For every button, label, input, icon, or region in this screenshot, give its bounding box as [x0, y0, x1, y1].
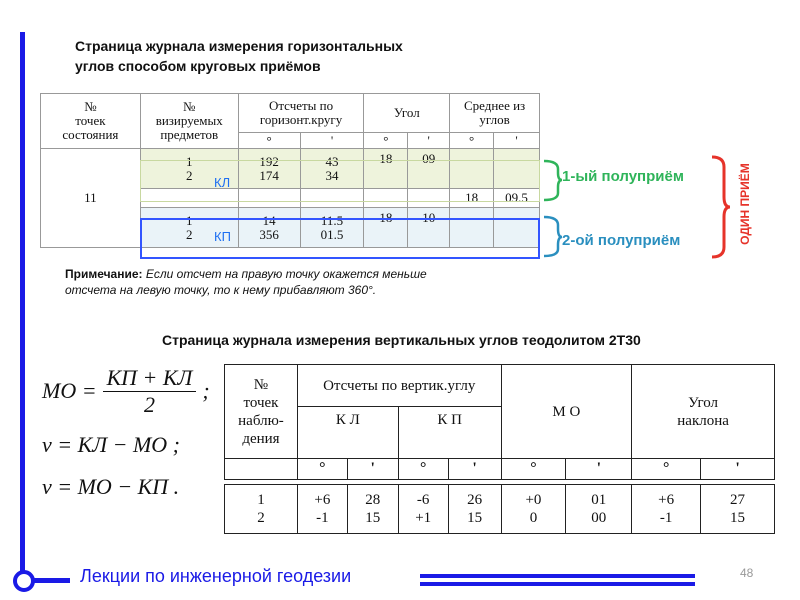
half-set-1-label: 1-ый полуприём: [562, 168, 684, 185]
kl-min: 43 34: [300, 149, 364, 189]
vertical-journal-title: Страница журнала измерения вертикальных углов теодолитом 2Т30: [162, 332, 641, 348]
title-line-1: Страница журнала измерения горизонтальных: [75, 38, 403, 54]
station-cell: 11: [41, 149, 141, 248]
unit-min: ': [701, 459, 775, 480]
mean-min: 09.5: [494, 189, 540, 208]
kp-min-cell: 26 15: [448, 485, 501, 534]
unit-min: ': [300, 133, 364, 149]
unit-min: ': [494, 133, 540, 149]
unit-deg: °: [450, 133, 494, 149]
header-readings: Отсчеты по горизонт.кругу: [238, 94, 364, 133]
angle-min-cell: 27 15: [701, 485, 775, 534]
vertical-angles-table: [224, 364, 775, 534]
kl-deg: 192 174: [238, 149, 300, 189]
footer-circle-icon: [13, 570, 35, 592]
header-vertical-readings: Отсчеты по вертик.углу: [297, 365, 501, 407]
half2-brace-icon: [544, 217, 562, 256]
kl-min-cell: 28 15: [347, 485, 398, 534]
kl-angle-deg: 18: [364, 149, 408, 189]
formulas: [42, 362, 210, 500]
header-angle: Угол: [364, 94, 450, 133]
kp-deg-cell: -6 +1: [398, 485, 448, 534]
unit-min: ': [347, 459, 398, 480]
kp-min: 11.5 01.5: [300, 208, 364, 248]
header-mean: Среднее из углов: [450, 94, 540, 133]
kl-points: 1 2: [140, 149, 238, 189]
kl-angle-min: 09: [408, 149, 450, 189]
unit-min: ': [408, 133, 450, 149]
one-set-label: ОДИН ПРИЁМ: [738, 163, 752, 245]
unit-deg: °: [398, 459, 448, 480]
kp-angle-min: 10: [408, 208, 450, 248]
left-accent-bar: [20, 32, 25, 577]
kp-deg: 14 356: [238, 208, 300, 248]
footer-bar-right-2: [420, 582, 695, 586]
footer-title: Лекции по инженерной геодезии: [80, 566, 352, 586]
header-target-no: № визируемых предметов: [140, 94, 238, 149]
kl-deg-cell: +6 -1: [297, 485, 347, 534]
footer-bar-right-1: [420, 574, 695, 578]
horizontal-journal-title: [75, 36, 515, 76]
kp-highlight-frame: [140, 218, 540, 259]
unit-deg: °: [238, 133, 300, 149]
page-number: 48: [740, 566, 754, 580]
header-kp: К П: [398, 407, 501, 459]
unit-min: ': [448, 459, 501, 480]
note: Примечание: Если отсчет на правую точку окажется меньше отсчета на левую точку, то к нему прибавляют 360°.: [65, 267, 427, 297]
unit-deg: °: [501, 459, 566, 480]
angle-deg-cell: +6 -1: [632, 485, 701, 534]
kl-highlight-frame: [140, 160, 540, 202]
kp-points: 1 2: [140, 208, 238, 248]
kp-angle-deg: 18: [364, 208, 408, 248]
formula-nu-1: ν = КЛ − МО ;: [42, 432, 181, 457]
header-slope-angle: Угол наклона: [632, 365, 775, 459]
unit-min: ': [566, 459, 632, 480]
points-cell: 1 2: [225, 485, 298, 534]
header-kl: К Л: [297, 407, 398, 459]
mo-deg-cell: +0 0: [501, 485, 566, 534]
empty-cell: [225, 459, 298, 480]
header-mo: М О: [501, 365, 632, 459]
mean-deg: 18: [450, 189, 494, 208]
kl-tag: КЛ: [214, 175, 231, 190]
formula-mo: MO = $\frac{КП + КЛ}{2}$ ;: [42, 364, 210, 417]
unit-deg: °: [632, 459, 701, 480]
unit-deg: °: [364, 133, 408, 149]
note-label: Примечание:: [65, 267, 143, 281]
header-point-no: № точек наблю- дения: [225, 365, 298, 459]
formula-nu-2: ν = МО − КП .: [42, 474, 180, 499]
kp-tag: КП: [214, 229, 231, 244]
header-station-no: № точек состояния: [41, 94, 141, 149]
half-set-2-label: 2-ой полуприём: [562, 232, 681, 249]
mo-min-cell: 01 00: [566, 485, 632, 534]
unit-deg: °: [297, 459, 347, 480]
half1-brace-icon: [544, 161, 562, 200]
set-brace-icon: [712, 157, 730, 257]
title-line-2: углов способом круговых приёмов: [75, 58, 321, 74]
